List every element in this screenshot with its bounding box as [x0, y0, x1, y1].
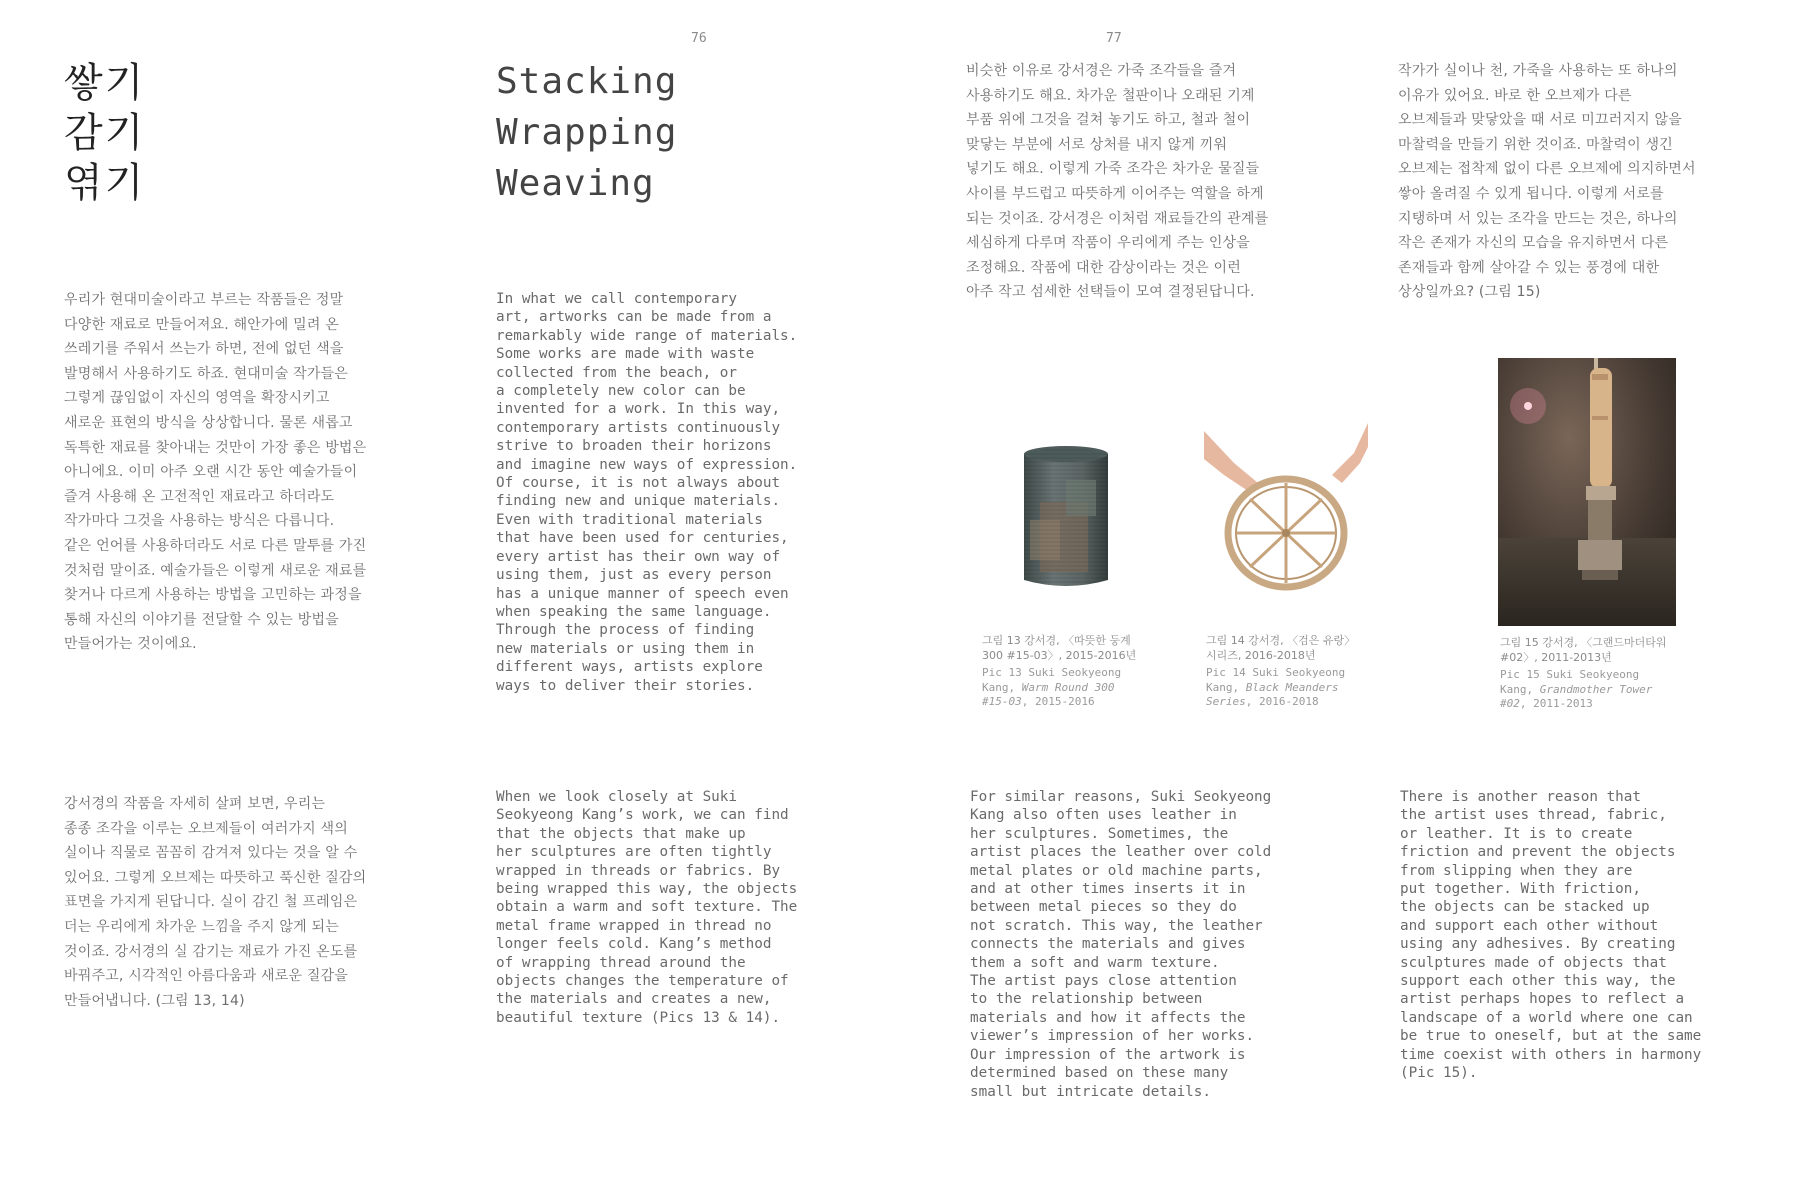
- text-line: viewer’s impression of her works.: [970, 1028, 1255, 1045]
- friction-korean: [1398, 59, 1696, 305]
- text-line: that have been used for centuries,: [496, 530, 789, 547]
- text-line: artist perhaps hopes to reflect a: [1400, 991, 1685, 1008]
- text-line: or leather. It is to create: [1400, 825, 1633, 842]
- text-line: 있어요. 그렇게 오브제는 따뜻하고 푹신한 질감의: [64, 869, 367, 886]
- text-line: 독특한 재료를 찾아내는 것만이 가장 좋은 방법은: [64, 439, 367, 456]
- wrapped-cylinder-illustration: [1010, 440, 1122, 594]
- leather-english: [970, 788, 1271, 1101]
- pic-15-image: [1498, 358, 1676, 626]
- text-line: finding new and unique materials.: [496, 493, 781, 510]
- text-line: In what we call contemporary: [496, 291, 738, 307]
- wrapping-korean: [64, 792, 366, 1013]
- caption-title-italic: Series: [1206, 695, 1246, 709]
- text-line: and imagine new ways of expression.: [496, 456, 798, 473]
- caption-text: , 2011-2013: [1519, 697, 1593, 711]
- text-line: 오브제들과 맞닿았을 때 서로 미끄러지지 않을: [1398, 112, 1683, 129]
- caption-en-line: [982, 681, 1136, 696]
- text-line: 아주 작고 섬세한 선택들이 모여 결정된답니다.: [966, 284, 1255, 301]
- text-line: small but intricate details.: [970, 1083, 1212, 1100]
- text-line: 것처럼 말이죠. 예술가들은 이렇게 새로운 재료를: [64, 562, 367, 579]
- caption-title-italic: Warm Round 300: [1021, 680, 1115, 694]
- text-line: art, artworks can be made from a: [496, 309, 772, 326]
- title-en-line: Wrapping: [496, 112, 678, 153]
- text-line: obtain a warm and soft texture. The: [496, 899, 798, 916]
- text-line: Even with traditional materials: [496, 511, 763, 528]
- text-line: 그렇게 끊임없이 자신의 영역을 확장시키고: [64, 390, 330, 407]
- pic-13-image: [1010, 440, 1122, 594]
- caption-en-line: Pic 13 Suki Seokyeong: [982, 666, 1122, 680]
- text-line: metal plates or old machine parts,: [970, 862, 1263, 879]
- caption-text: Kang,: [1500, 682, 1540, 696]
- text-line: Our impression of the artwork is: [970, 1046, 1246, 1063]
- caption-title-italic: Black Meanders: [1245, 680, 1339, 694]
- text-line: 찾거나 다르게 사용하는 방법을 고민하는 과정을: [64, 587, 362, 604]
- text-line: When we look closely at Suki: [496, 789, 738, 805]
- caption-ko-line: 시리즈, 2016-2018년: [1206, 648, 1316, 662]
- text-line: friction and prevent the objects: [1400, 844, 1676, 861]
- text-line: 쓰레기를 주워서 쓰는가 하면, 전에 없던 색을: [64, 341, 344, 358]
- page-number-left: 76: [691, 31, 707, 46]
- text-line: artist places the leather over cold: [970, 844, 1272, 861]
- caption-pic-13: [982, 634, 1136, 710]
- text-line: 쌓아 올려질 수 있게 됩니다. 이렇게 서로를: [1398, 185, 1664, 202]
- caption-en-line: [1500, 683, 1667, 698]
- text-line: invented for a work. In this way,: [496, 401, 781, 418]
- text-line: 작가마다 그것을 사용하는 방식은 다릅니다.: [64, 513, 335, 530]
- text-line: 작가가 실이나 천, 가죽을 사용하는 또 하나의: [1398, 63, 1678, 79]
- text-line: 이유가 있어요. 바로 한 오브제가 다른: [1398, 87, 1632, 104]
- title-ko-line: 쌓기: [64, 60, 146, 106]
- text-line: beautiful texture (Pics 13 & 14).: [496, 1009, 781, 1026]
- text-line: the objects can be stacked up: [1400, 899, 1650, 916]
- text-line: Seokyeong Kang’s work, we can find: [496, 807, 789, 824]
- caption-title-italic: #15-03: [982, 695, 1022, 709]
- text-line: between metal pieces so they do: [970, 899, 1237, 916]
- friction-english: [1400, 788, 1701, 1083]
- text-line: landscape of a world where one can: [1400, 1009, 1693, 1026]
- text-line: that the objects that make up: [496, 825, 746, 842]
- text-line: support each other this way, the: [1400, 973, 1676, 990]
- text-line: being wrapped this way, the objects: [496, 881, 798, 898]
- text-line: wrapped in threads or fabrics. By: [496, 862, 781, 879]
- wrapping-english: [496, 788, 797, 1027]
- text-line: 만들어냅니다. (그림 13, 14): [64, 992, 245, 1009]
- text-line: 새로운 표현의 방식을 상상합니다. 물론 새롭고: [64, 414, 353, 431]
- text-line: 더는 우리에게 차가운 느낌을 주지 않게 되는: [64, 918, 339, 935]
- text-line: 작은 존재가 자신의 모습을 유지하면서 다른: [1398, 235, 1669, 252]
- text-line: and at other times inserts it in: [970, 881, 1246, 898]
- text-line: 표면을 가지게 된답니다. 실이 감긴 철 프레임은: [64, 894, 358, 911]
- text-line: 만들어가는 것이에요.: [64, 636, 197, 653]
- title-en-line: Weaving: [496, 163, 655, 204]
- caption-title-italic: #02: [1500, 697, 1520, 711]
- text-line: longer feels cold. Kang’s method: [496, 936, 772, 953]
- pic-14-image: [1204, 423, 1368, 599]
- text-line: contemporary artists continuously: [496, 419, 781, 436]
- text-line: her sculptures. Sometimes, the: [970, 825, 1229, 842]
- text-line: objects changes the temperature of: [496, 973, 789, 990]
- text-line: 조정해요. 작품에 대한 감상이라는 것은 이런: [966, 259, 1241, 276]
- caption-ko-line: 300 #15-03〉, 2015-2016년: [982, 648, 1137, 662]
- title-english: [496, 56, 677, 209]
- text-line: 통해 자신의 이야기를 전달할 수 있는 방법을: [64, 611, 339, 628]
- title-en-line: Stacking: [496, 61, 678, 102]
- text-line: (Pic 15).: [1400, 1065, 1478, 1082]
- text-line: 지탱하며 서 있는 조각을 만드는 것은, 하나의: [1398, 210, 1678, 227]
- grandmother-tower-illustration: [1498, 358, 1676, 626]
- caption-en-line: [1206, 681, 1355, 696]
- caption-ko-line: 그림 14 강서경, 〈검은 유랑〉: [1206, 634, 1356, 647]
- intro-english: [496, 290, 797, 695]
- text-line: 즐겨 사용해 온 고전적인 재료라고 하더라도: [64, 488, 335, 505]
- page-number-right: 77: [1106, 31, 1122, 46]
- caption-en-line: [1206, 695, 1355, 710]
- text-line: 마찰력을 만들기 위한 것이죠. 마찰력이 생긴: [1398, 136, 1673, 153]
- caption-text: , 2015-2016: [1021, 695, 1095, 709]
- text-line: Of course, it is not always about: [496, 475, 781, 492]
- text-line: the artist uses thread, fabric,: [1400, 807, 1667, 824]
- caption-en-line: [982, 695, 1136, 710]
- text-line: 되는 것이죠. 강서경은 이처럼 재료들간의 관계를: [966, 210, 1269, 227]
- text-line: There is another reason that: [1400, 789, 1642, 805]
- text-line: using any adhesives. By creating: [1400, 936, 1676, 953]
- text-line: 강서경의 작품을 자세히 살펴 보면, 우리는: [64, 796, 326, 812]
- text-line: of wrapping thread around the: [496, 954, 746, 971]
- caption-en-line: Pic 15 Suki Seokyeong: [1500, 668, 1640, 682]
- text-line: 같은 언어를 사용하더라도 서로 다른 말투를 가진: [64, 537, 367, 554]
- text-line: when speaking the same language.: [496, 603, 772, 620]
- text-line: them a soft and warm texture.: [970, 954, 1220, 971]
- caption-pic-15: [1500, 636, 1667, 712]
- text-line: materials and how it affects the: [970, 1009, 1246, 1026]
- text-line: 상상일까요? (그림 15): [1398, 284, 1541, 301]
- text-line: to the relationship between: [970, 991, 1203, 1008]
- text-line: and support each other without: [1400, 917, 1659, 934]
- text-line: different ways, artists explore: [496, 659, 763, 676]
- text-line: 넣기도 해요. 이렇게 가죽 조각은 차가운 물질들: [966, 161, 1260, 178]
- text-line: ways to deliver their stories.: [496, 677, 755, 694]
- text-line: 발명해서 사용하기도 하죠. 현대미술 작가들은: [64, 365, 349, 382]
- title-korean: [64, 58, 145, 208]
- text-line: 세심하게 다루며 작품이 우리에게 주는 인상을: [966, 235, 1251, 252]
- text-line: be true to oneself, but at the same: [1400, 1028, 1702, 1045]
- text-line: 맞닿는 부분에 서로 상처를 내지 않게 끼워: [966, 136, 1228, 153]
- caption-text: Kang,: [982, 680, 1022, 694]
- intro-korean: [64, 288, 366, 657]
- text-line: 우리가 현대미술이라고 부르는 작품들은 정말: [64, 292, 344, 308]
- caption-ko-line: #02〉, 2011-2013년: [1500, 650, 1612, 664]
- text-line: Through the process of finding: [496, 622, 755, 639]
- text-line: 비슷한 이유로 강서경은 가죽 조각들을 즐겨: [966, 63, 1237, 79]
- caption-title-italic: Grandmother Tower: [1539, 682, 1653, 696]
- text-line: a completely new color can be: [496, 383, 746, 400]
- text-line: the materials and creates a new,: [496, 991, 772, 1008]
- text-line: 존재들과 함께 살아갈 수 있는 풍경에 대한: [1398, 259, 1660, 276]
- text-line: Kang also often uses leather in: [970, 807, 1237, 824]
- text-line: strive to broaden their horizons: [496, 438, 772, 455]
- text-line: 아니에요. 이미 아주 오랜 시간 동안 예술가들이: [64, 464, 358, 481]
- text-line: 실이나 직물로 꼼꼼히 감겨져 있다는 것을 알 수: [64, 845, 358, 862]
- text-line: new materials or using them in: [496, 640, 755, 657]
- text-line: has a unique manner of speech even: [496, 585, 789, 602]
- caption-en-line: Pic 14 Suki Seokyeong: [1206, 666, 1346, 680]
- title-ko-line: 엮기: [64, 160, 146, 206]
- text-line: 사용하기도 해요. 차가운 철판이나 오래된 기계: [966, 87, 1255, 104]
- caption-en-line: [1500, 697, 1667, 712]
- wooden-wheel-illustration: [1204, 423, 1368, 599]
- text-line: sculptures made of objects that: [1400, 954, 1667, 971]
- text-line: every artist has their own way of: [496, 548, 781, 565]
- text-line: not scratch. This way, the leather: [970, 917, 1263, 934]
- text-line: collected from the beach, or: [496, 364, 738, 381]
- caption-text: Kang,: [1206, 680, 1246, 694]
- leather-korean: [966, 59, 1268, 305]
- text-line: determined based on these many: [970, 1065, 1229, 1082]
- text-line: Some works are made with waste: [496, 346, 755, 363]
- text-line: connects the materials and gives: [970, 936, 1246, 953]
- text-line: 다양한 재료로 만들어져요. 해안가에 밀려 온: [64, 316, 339, 333]
- text-line: using them, just as every person: [496, 567, 772, 584]
- caption-text: , 2016-2018: [1245, 695, 1319, 709]
- text-line: from slipping when they are: [1400, 862, 1633, 879]
- text-line: For similar reasons, Suki Seokyeong: [970, 789, 1272, 805]
- text-line: put together. With friction,: [1400, 881, 1642, 898]
- text-line: metal frame wrapped in thread no: [496, 917, 772, 934]
- text-line: 부품 위에 그것을 걸쳐 놓기도 하고, 철과 철이: [966, 112, 1251, 129]
- text-line: time coexist with others in harmony: [1400, 1046, 1702, 1063]
- text-line: 사이를 부드럽고 따뜻하게 이어주는 역할을 하게: [966, 185, 1264, 202]
- text-line: remarkably wide range of materials.: [496, 327, 798, 344]
- text-line: 오브제는 접착제 없이 다른 오브제에 의지하면서: [1398, 161, 1696, 178]
- text-line: 바꿔주고, 시각적인 아름다움과 새로운 질감을: [64, 968, 349, 985]
- caption-ko-line: 그림 13 강서경, 〈따뜻한 둥계: [982, 634, 1131, 647]
- text-line: 종종 조각을 이루는 오브제들이 여러가지 색의: [64, 820, 349, 837]
- text-line: her sculptures are often tightly: [496, 844, 772, 861]
- title-ko-line: 감기: [64, 110, 146, 156]
- caption-ko-line: 그림 15 강서경, 〈그랜드마더타워: [1500, 636, 1667, 649]
- text-line: 것이죠. 강서경의 실 감기는 재료가 가진 온도를: [64, 943, 358, 960]
- caption-pic-14: [1206, 634, 1355, 710]
- text-line: The artist pays close attention: [970, 973, 1237, 990]
